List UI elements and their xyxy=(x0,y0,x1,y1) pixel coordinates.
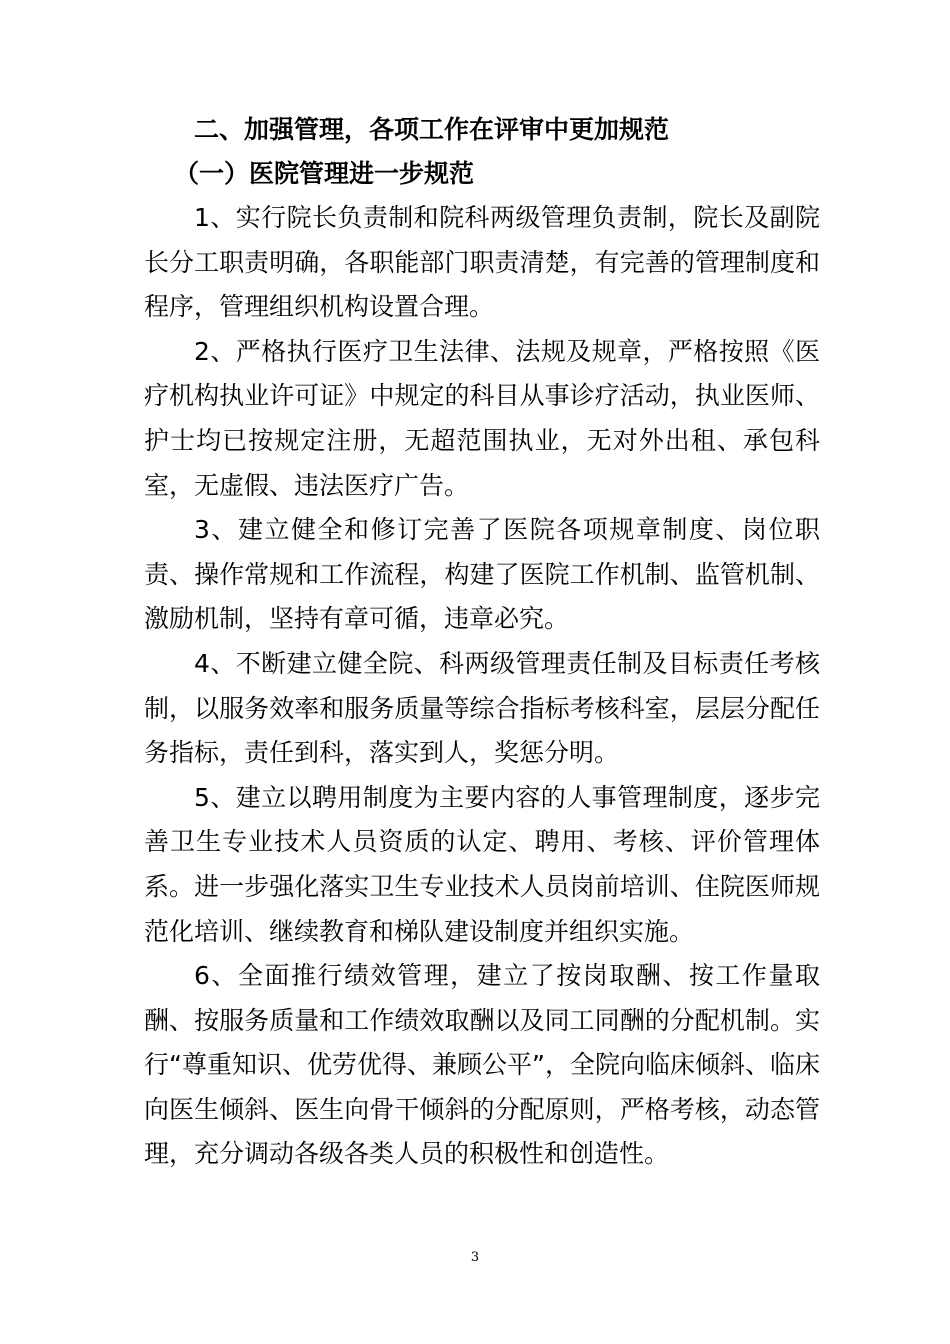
paragraph-2: 2、严格执行医疗卫生法律、法规及规章，严格按照《医疗机构执业许可证》中规定的科目从事诊疗活动，执业医师、护士均已按规定注册，无超范围执业，无对外出租、承包科室，无虚假、违法医疗广告。 xyxy=(144,336,820,500)
page-number: 3 xyxy=(470,1250,480,1265)
section-title: 二、加强管理，各项工作在评审中更加规范 xyxy=(194,115,670,144)
paragraph-4: 4、不断建立健全院、科两级管理责任制及目标责任考核制，以服务效率和服务质量等综合指标考核科室，层层分配任务指标，责任到科，落实到人，奖惩分明。 xyxy=(144,648,820,768)
subsection-title: （一）医院管理进一步规范 xyxy=(174,159,475,188)
paragraph-3: 3、建立健全和修订完善了医院各项规章制度、岗位职责、操作常规和工作流程，构建了医院工作机制、监管机制、激励机制，坚持有章可循，违章必究。 xyxy=(144,515,820,634)
paragraph-1: 1、实行院长负责制和院科两级管理负责制，院长及副院长分工职责明确，各职能部门职责清楚，有完善的管理制度和程序，管理组织机构设置合理。 xyxy=(144,203,820,322)
page-content xyxy=(144,108,820,1177)
paragraph-6: 6、全面推行绩效管理，建立了按岗取酬、按工作量取酬、按服务质量和工作绩效取酬以及同工同酬的分配机制。实行“尊重知识、优劳优得、兼顾公平”，全院向临床倾斜、临床向医生倾斜、医生向骨干倾斜的分配原则，严格考核，动态管理，充分调动各级各类人员的积极性和创造性。 xyxy=(144,961,820,1169)
paragraph-5: 5、建立以聘用制度为主要内容的人事管理制度，逐步完善卫生专业技术人员资质的认定、聘用、考核、评价管理体系。进一步强化落实卫生专业技术人员岗前培训、住院医师规范化培训、继续教育和梯队建设制度并组织实施。 xyxy=(144,782,820,946)
